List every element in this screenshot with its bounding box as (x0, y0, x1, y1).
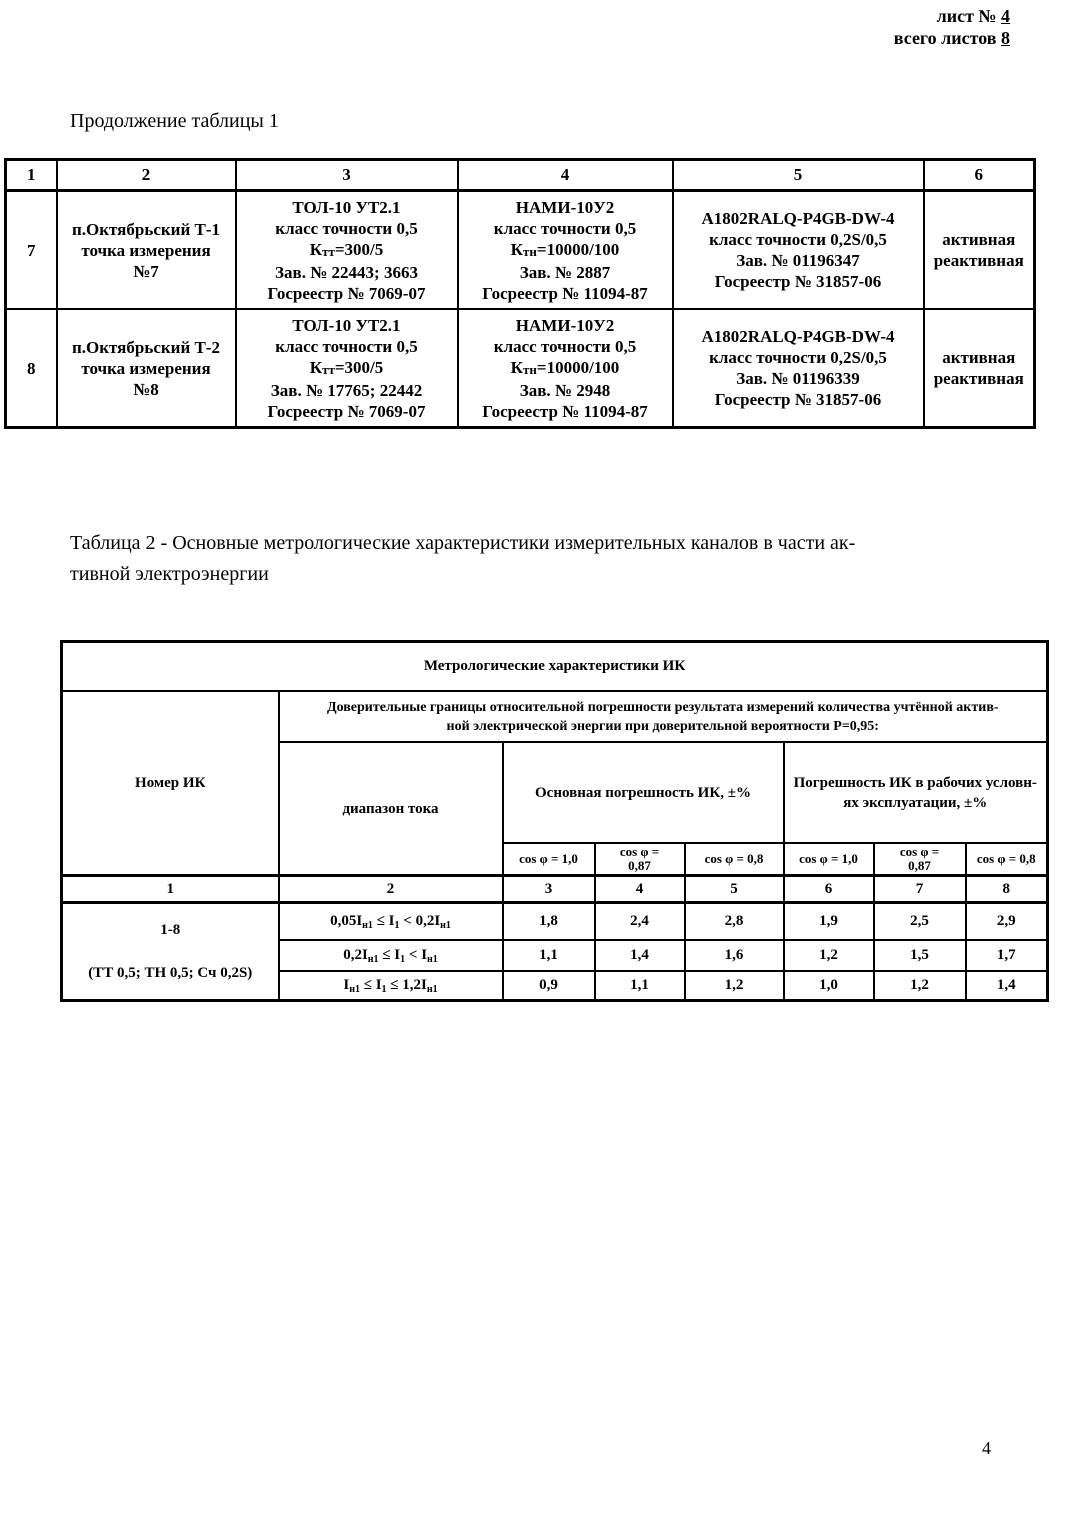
t2-header-row-main (62, 642, 1048, 692)
t1-meter (673, 309, 924, 428)
t2-cos-cell: cos φ = 0,87 (595, 843, 685, 876)
t1-voltage-transformer (458, 309, 673, 428)
t2-header-operating-error: Погрешность ИК в рабочих условн- ях эксплуатации, ±% (784, 742, 1048, 843)
energy-reactive: реактивная (933, 369, 1024, 388)
ct-serial: Зав. № 17765; 22442 (270, 380, 423, 400)
point-name: п.Октябрьский Т-1 (71, 219, 220, 239)
table2-title-line1: Таблица 2 - Основные метрологические характеристики измерительных каналов в части ак- (70, 532, 856, 554)
t2-value-cell: 1,1 (503, 940, 595, 971)
t1-col-number: 2 (57, 160, 236, 191)
t2-ik-cell (62, 903, 279, 1001)
t2-value-cell: 2,9 (966, 903, 1048, 941)
t1-col-number: 5 (673, 160, 924, 191)
t1-current-transformer (236, 309, 458, 428)
vt-serial: Зав. № 2887 (519, 262, 611, 282)
ct-name: ТОЛ-10 УТ2.1 (292, 197, 401, 217)
t2-value-cell: 1,2 (874, 971, 966, 1001)
ct-accuracy: класс точности 0,5 (275, 218, 418, 238)
table1-title: Продолжение таблицы 1 (70, 110, 279, 132)
t2-cos-cell: cos φ = 1,0 (503, 843, 595, 876)
t1-row-number: 8 (6, 309, 57, 428)
t2-header-basic-error: Основная погрешность ИК, ±% (503, 742, 784, 843)
energy-reactive: реактивная (933, 251, 1024, 270)
t1-energy-type (924, 309, 1035, 428)
t2-value-cell: 1,2 (784, 940, 874, 971)
t2-data-row-1 (62, 903, 1048, 941)
ct-ratio: Ктт=300/5 (309, 239, 384, 259)
ct-registry: Госреестр № 7069-07 (267, 283, 426, 303)
t2-value-cell: 1,9 (784, 903, 874, 941)
t2-value-cell: 1,8 (503, 903, 595, 941)
energy-active: активная (942, 230, 1016, 249)
t2-value-cell: 1,1 (595, 971, 685, 1001)
t2-column-numbers-row (62, 876, 1048, 903)
point-number: №8 (133, 379, 159, 399)
t2-col-number: 5 (685, 876, 784, 903)
total-sheets-number: 8 (1001, 28, 1010, 48)
t2-col-number: 4 (595, 876, 685, 903)
t2-header-confidence: Доверительные границы относительной погрешности результата измерений количества учтённой актив- ной электрической энергии при доверительной вероятности Р=0,95: (279, 691, 1048, 742)
t2-value-cell: 2,4 (595, 903, 685, 941)
point-caption: точка измерения (81, 240, 211, 260)
t1-meter (673, 191, 924, 310)
t2-current-range-cell: $I_{н1} \le I_1 \le 1,2I_{н1}$ (279, 971, 503, 1001)
vt-serial: Зав. № 2948 (519, 380, 611, 400)
t2-value-cell: 1,5 (874, 940, 966, 971)
t2-cos-cell: cos φ = 1,0 (784, 843, 874, 876)
t2-header-row-confidence (62, 691, 1048, 742)
t2-cos-cell: cos φ = 0,87 (874, 843, 966, 876)
t1-measure-point (57, 191, 236, 310)
t2-col-number: 2 (279, 876, 503, 903)
t2-value-cell: 2,5 (874, 903, 966, 941)
table1-row-7 (6, 191, 1035, 310)
ik-note: (ТТ 0,5; ТН 0,5; Сч 0,2S) (88, 964, 253, 981)
t2-value-cell: 1,4 (595, 940, 685, 971)
vt-ratio: Ктн=10000/100 (510, 357, 620, 377)
page-number: 4 (982, 1438, 991, 1458)
table1-row-8 (6, 309, 1035, 428)
meter-name: A1802RALQ-P4GB-DW-4 (701, 209, 895, 228)
t2-value-cell: 1,0 (784, 971, 874, 1001)
total-sheets-label: всего листов (893, 28, 997, 48)
vt-accuracy: класс точности 0,5 (493, 218, 637, 238)
t2-current-range-cell: $0,05I_{н1} \le I_1 < 0,2I_{н1}$ (279, 903, 503, 941)
vt-accuracy: класс точности 0,5 (493, 336, 637, 356)
meter-registry: Госреестр № 31857-06 (714, 272, 882, 291)
meter-serial: Зав. № 01196339 (736, 369, 860, 388)
ct-ratio: Ктт=300/5 (309, 357, 384, 377)
sheet-number: 4 (1001, 6, 1010, 26)
t1-current-transformer (236, 191, 458, 310)
meter-name: A1802RALQ-P4GB-DW-4 (701, 327, 895, 346)
point-caption: точка измерения (81, 358, 211, 378)
vt-registry: Госреестр № 11094-87 (482, 283, 648, 303)
t2-value-cell: 1,6 (685, 940, 784, 971)
table1 (4, 158, 1036, 429)
t2-header-current-range: диапазон тока (279, 742, 503, 876)
t1-voltage-transformer (458, 191, 673, 310)
t2-cos-cell: cos φ = 0,8 (966, 843, 1048, 876)
t2-col-number: 6 (784, 876, 874, 903)
ik-range: 1-8 (160, 921, 181, 938)
energy-active: активная (942, 348, 1016, 367)
vt-name: НАМИ-10У2 (515, 315, 615, 335)
t2-cos-cell: cos φ = 0,8 (685, 843, 784, 876)
point-number: №7 (133, 261, 159, 281)
ct-accuracy: класс точности 0,5 (275, 336, 418, 356)
t1-col-number: 3 (236, 160, 458, 191)
t1-measure-point (57, 309, 236, 428)
vt-name: НАМИ-10У2 (515, 197, 615, 217)
t1-energy-type (924, 191, 1035, 310)
vt-ratio: Ктн=10000/100 (510, 239, 620, 259)
ct-name: ТОЛ-10 УТ2.1 (292, 315, 401, 335)
sheet-info (894, 5, 1010, 49)
total-sheets-line (894, 27, 1010, 49)
meter-registry: Госреестр № 31857-06 (714, 390, 882, 409)
t2-value-cell: 1,2 (685, 971, 784, 1001)
t2-value-cell: 2,8 (685, 903, 784, 941)
sheet-label: лист № (936, 6, 997, 26)
ct-serial: Зав. № 22443; 3663 (275, 262, 418, 282)
t1-col-number: 1 (6, 160, 57, 191)
t2-col-number: 7 (874, 876, 966, 903)
sheet-number-line (894, 5, 1010, 27)
t1-col-number: 4 (458, 160, 673, 191)
table2 (60, 640, 1049, 1002)
t2-col-number: 1 (62, 876, 279, 903)
meter-serial: Зав. № 01196347 (736, 251, 860, 270)
t2-col-number: 3 (503, 876, 595, 903)
table2-title-line2: тивной электроэнергии (70, 563, 269, 585)
t2-header-main: Метрологические характеристики ИК (62, 642, 1048, 692)
point-name: п.Октябрьский Т-2 (71, 337, 220, 357)
meter-accuracy: класс точности 0,2S/0,5 (709, 348, 887, 367)
t2-value-cell: 1,4 (966, 971, 1048, 1001)
ct-registry: Госреестр № 7069-07 (267, 401, 426, 421)
table1-header-row (6, 160, 1035, 191)
t2-current-range-cell: $0,2I_{н1} \le I_1 < I_{н1}$ (279, 940, 503, 971)
t1-row-number: 7 (6, 191, 57, 310)
table2-title (70, 528, 855, 590)
t2-col-number: 8 (966, 876, 1048, 903)
t2-value-cell: 0,9 (503, 971, 595, 1001)
t1-col-number: 6 (924, 160, 1035, 191)
vt-registry: Госреестр № 11094-87 (482, 401, 648, 421)
t2-header-ik-number: Номер ИК (62, 691, 279, 876)
t2-value-cell: 1,7 (966, 940, 1048, 971)
meter-accuracy: класс точности 0,2S/0,5 (709, 230, 887, 249)
